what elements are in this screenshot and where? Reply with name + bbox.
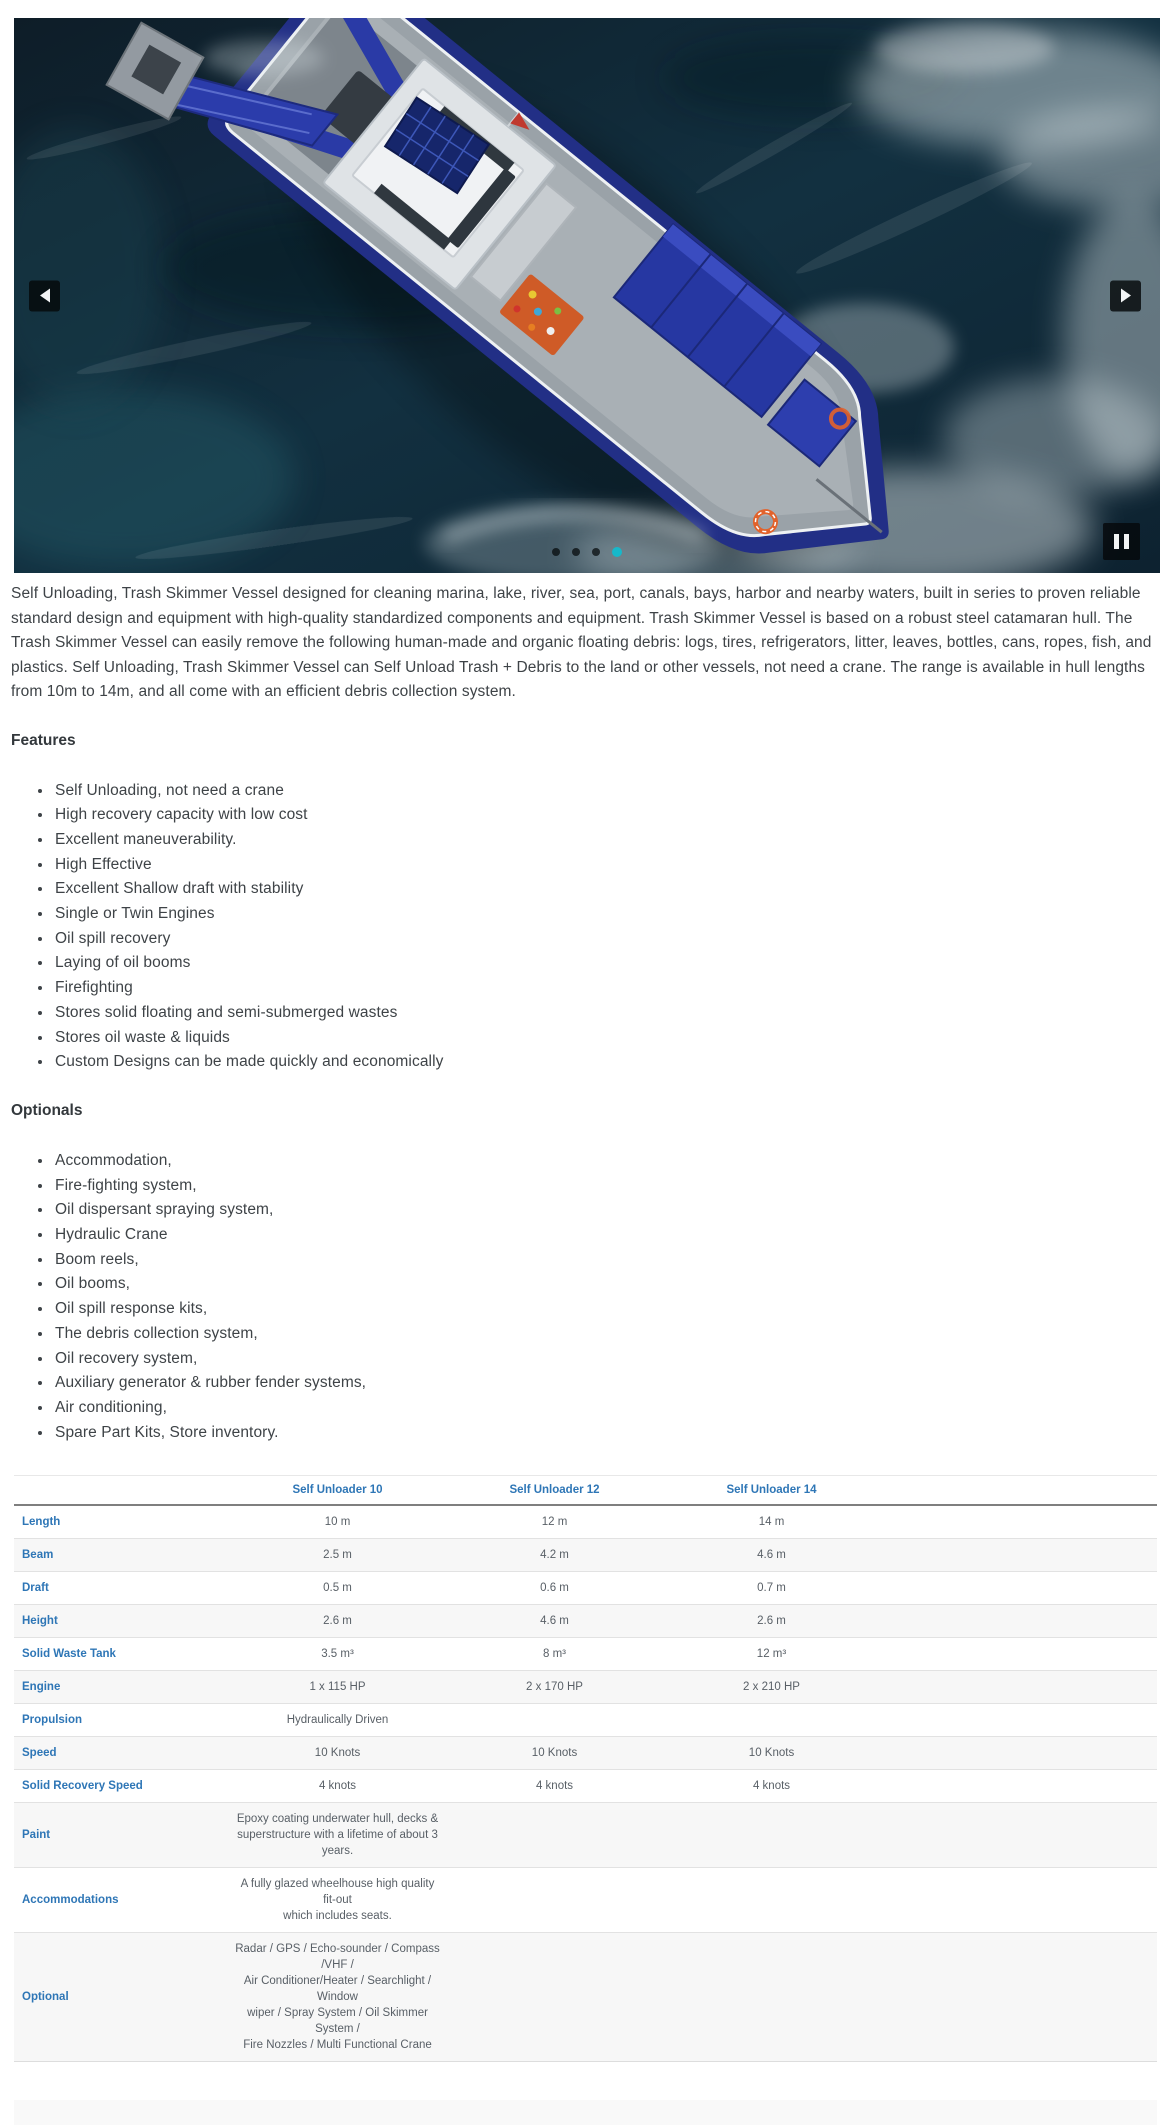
feature-item: • Self Unloading, not need a crane	[53, 779, 1163, 804]
optional-item: • Hydraulic Crane	[53, 1223, 1163, 1248]
carousel-prev-button[interactable]	[29, 280, 60, 311]
spec-row-label: Optional	[22, 1991, 69, 2004]
spec-cell: 2 x 210 HP	[743, 1681, 800, 1694]
spec-header-empty	[14, 1476, 229, 1506]
spec-cell-empty	[880, 1704, 1157, 1737]
table-row-draft	[14, 1572, 1157, 1605]
spec-row-label: Height	[22, 1615, 58, 1628]
optional-item: • Oil spill response kits,	[53, 1297, 1163, 1322]
spec-cell-empty	[880, 1803, 1157, 1868]
spec-cell-empty	[880, 1572, 1157, 1605]
spec-row-label: Engine	[22, 1681, 61, 1694]
chevron-right-icon	[1121, 289, 1131, 303]
spec-row-label: Propulsion	[22, 1714, 83, 1727]
chevron-left-icon	[40, 289, 50, 303]
spec-cell-line: Fire Nozzles / Multi Functional Crane	[243, 2039, 432, 2052]
spec-cell-line: which includes seats.	[283, 1910, 392, 1923]
spec-column-header: Self Unloader 12	[446, 1476, 663, 1506]
optional-item: • Air conditioning,	[53, 1396, 1163, 1421]
carousel-next-button[interactable]	[1110, 280, 1141, 311]
spec-cell	[229, 1868, 446, 1933]
features-heading: Features	[11, 731, 76, 749]
spec-row-label: Length	[22, 1516, 61, 1529]
spec-cell: 10 Knots	[748, 1747, 795, 1760]
vessel-description: Self Unloading, Trash Skimmer Vessel designed for cleaning marina, lake, river, sea, port, canals, bays, harbor and nearby waters, built in series to proven reliable standard design and equipment with high-quality standardized components and equipment. Trash Skimmer Vessel is based on a robust steel catamaran hull. The Trash Skimmer Vessel can easily remove the following human-made and organic floating debris: logs, tires, refrigerators, litter, leaves, bottles, cans, ropes, fish, and plastics. Self Unloading, Trash Skimmer Vessel can Self Unload Trash + Debris to the land or other vessels, not need a crane. The range is available in hull lengths from 10m to 14m, and all come with an efficient debris collection system.	[11, 585, 1152, 700]
feature-item: • Stores solid floating and semi-submerged wastes	[53, 1001, 1163, 1026]
optional-item: • Auxiliary generator & rubber fender systems,	[53, 1371, 1163, 1396]
main-content	[11, 582, 1163, 1445]
spec-cell: 10 m	[324, 1516, 351, 1529]
table-row-speed	[14, 1737, 1157, 1770]
carousel-dot[interactable]	[552, 548, 560, 556]
spec-cell-line: Epoxy coating underwater hull, decks &	[236, 1813, 439, 1826]
spec-row-label: Draft	[22, 1582, 49, 1595]
carousel-dot[interactable]	[572, 548, 580, 556]
spec-column-header: Self Unloader 14	[663, 1476, 880, 1506]
spec-cell: 14 m	[758, 1516, 785, 1529]
feature-item: • Custom Designs can be made quickly and economically	[53, 1050, 1163, 1075]
table-row-height	[14, 1605, 1157, 1638]
spec-cell	[446, 1868, 663, 1933]
optional-item: • The debris collection system,	[53, 1322, 1163, 1347]
spec-row-label: Solid Waste Tank	[22, 1648, 116, 1661]
feature-item: • Excellent Shallow draft with stability	[53, 877, 1163, 902]
spec-cell: 0.6 m	[540, 1582, 569, 1595]
image-carousel	[14, 18, 1160, 573]
spec-cell: 1 x 115 HP	[309, 1681, 366, 1694]
optional-item: • Fire-fighting system,	[53, 1174, 1163, 1199]
spec-cell: 2.6 m	[323, 1615, 352, 1628]
table-row-engine	[14, 1671, 1157, 1704]
feature-item: • High recovery capacity with low cost	[53, 803, 1163, 828]
spec-cell: Hydraulically Driven	[286, 1714, 389, 1727]
spec-row-label: Solid Recovery Speed	[22, 1780, 143, 1793]
feature-item: • Laying of oil booms	[53, 951, 1163, 976]
optional-item: • Spare Part Kits, Store inventory.	[53, 1421, 1163, 1446]
spec-cell	[446, 1803, 663, 1868]
spec-cell-empty	[880, 1638, 1157, 1671]
optional-item: • Accommodation,	[53, 1149, 1163, 1174]
feature-item: • Excellent maneuverability.	[53, 828, 1163, 853]
spec-column-header: Self Unloader 10	[229, 1476, 446, 1506]
spec-cell	[663, 1803, 880, 1868]
spec-cell	[229, 1933, 446, 2062]
spec-cell: 8 m³	[543, 1648, 566, 1661]
spec-cell: 0.5 m	[323, 1582, 352, 1595]
spec-cell: 2 x 170 HP	[526, 1681, 583, 1694]
spec-cell-empty	[880, 1933, 1157, 2062]
spec-cell-empty	[880, 1868, 1157, 1933]
optional-item: • Oil recovery system,	[53, 1347, 1163, 1372]
table-row-solid-recovery-speed	[14, 1770, 1157, 1803]
spec-cell	[663, 1704, 880, 1737]
spec-cell	[446, 1933, 663, 2062]
spec-cell: 10 Knots	[531, 1747, 578, 1760]
table-row-optional	[14, 1933, 1157, 2062]
bottom-strip	[14, 2100, 1157, 2125]
optional-item: • Oil dispersant spraying system,	[53, 1198, 1163, 1223]
optional-item: • Boom reels,	[53, 1248, 1163, 1273]
spec-row-label: Accommodations	[22, 1894, 119, 1907]
vessel-photo	[14, 18, 1160, 573]
spec-cell: 12 m	[541, 1516, 568, 1529]
spec-cell-empty	[880, 1539, 1157, 1572]
table-row-paint	[14, 1803, 1157, 1868]
feature-item: • Single or Twin Engines	[53, 902, 1163, 927]
feature-item: • Stores oil waste & liquids	[53, 1026, 1163, 1051]
spec-cell: 3.5 m³	[321, 1648, 354, 1661]
spec-cell: 2.5 m	[323, 1549, 352, 1562]
optionals-heading: Optionals	[11, 1101, 83, 1119]
carousel-dots	[14, 547, 1160, 557]
table-row-propulsion	[14, 1704, 1157, 1737]
spec-cell: 4.2 m	[540, 1549, 569, 1562]
spec-row-label: Beam	[22, 1549, 54, 1562]
spec-cell	[663, 1933, 880, 2062]
spec-cell	[663, 1868, 880, 1933]
spec-cell-line: Air Conditioner/Heater / Searchlight / Window	[243, 1975, 432, 2004]
table-row-solid-waste-tank	[14, 1638, 1157, 1671]
feature-item: • Firefighting	[53, 976, 1163, 1001]
optionals-list	[11, 1149, 1163, 1445]
spec-cell-line: A fully glazed wheelhouse high quality fit-out	[240, 1878, 435, 1907]
spec-cell-empty	[880, 1770, 1157, 1803]
spec-cell: 12 m³	[756, 1648, 787, 1661]
spec-cell: 4 knots	[535, 1780, 574, 1793]
feature-item: • High Effective	[53, 853, 1163, 878]
optional-item: • Oil booms,	[53, 1272, 1163, 1297]
spec-cell	[446, 1704, 663, 1737]
carousel-dot-active[interactable]	[612, 547, 622, 557]
feature-item: • Oil spill recovery	[53, 927, 1163, 952]
table-row-accommodations	[14, 1868, 1157, 1933]
spec-cell: 0.7 m	[757, 1582, 786, 1595]
carousel-dot[interactable]	[592, 548, 600, 556]
spec-row-label: Speed	[22, 1747, 57, 1760]
spec-cell: 2.6 m	[757, 1615, 786, 1628]
spec-row-label: Paint	[22, 1829, 51, 1842]
features-list	[11, 779, 1163, 1075]
spec-header-empty	[880, 1476, 1157, 1506]
table-row-length	[14, 1505, 1157, 1539]
specifications-table	[14, 1475, 1157, 2062]
spec-cell: 4.6 m	[540, 1615, 569, 1628]
table-row-beam	[14, 1539, 1157, 1572]
spec-cell-empty	[880, 1505, 1157, 1539]
table-header-row	[14, 1476, 1157, 1506]
spec-cell	[229, 1803, 446, 1868]
spec-cell: 4 knots	[752, 1780, 791, 1793]
spec-cell-empty	[880, 1671, 1157, 1704]
spec-cell-line: wiper / Spray System / Oil Skimmer System /	[247, 2007, 428, 2036]
spec-cell-empty	[880, 1737, 1157, 1770]
spec-cell-line: superstructure with a lifetime of about 3 years.	[237, 1829, 438, 1858]
spec-cell-line: Radar / GPS / Echo-sounder / Compass /VHF /	[235, 1943, 440, 1972]
spec-cell-empty	[880, 1605, 1157, 1638]
spec-cell: 4.6 m	[757, 1549, 786, 1562]
spec-cell: 4 knots	[318, 1780, 357, 1793]
spec-cell: 10 Knots	[314, 1747, 361, 1760]
